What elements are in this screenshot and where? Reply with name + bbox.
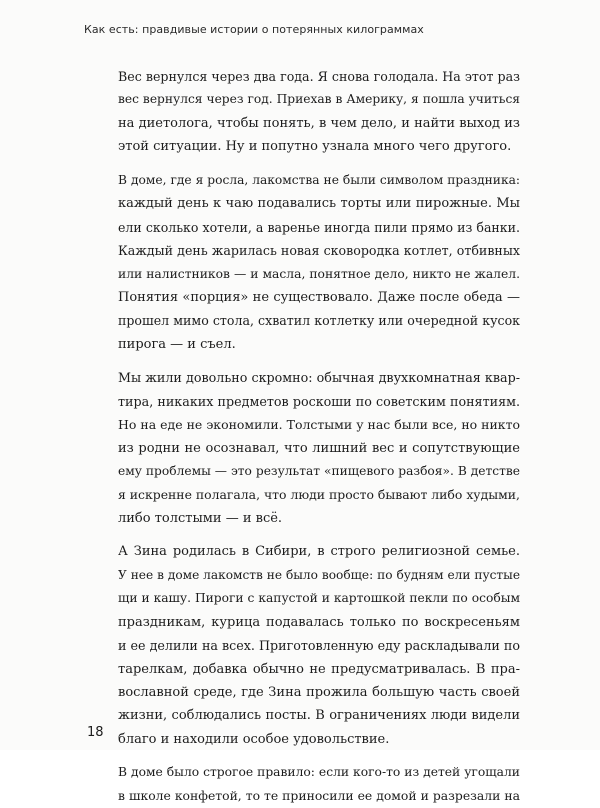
paragraph [118,366,520,530]
running-head: Как есть: правдивые истории о потерянных килограммах [84,23,424,36]
text-line: У нее в доме лакомств не было вообще: по будням ели пустые [118,567,520,582]
text-line: вес вернулся через год. Приехав в Америку, я пошла учиться [118,92,520,107]
text-line: этой ситуации. Ну и попутно узнала много чего другого. [118,139,512,155]
page-number: 18 [87,725,104,740]
text-line: благо и находили особое удовольствие. [118,731,390,747]
text-line: тарелкам, добавка обычно не предусматривалась. В пра- [118,661,520,677]
text-line: вославной среде, где Зина прожила большую часть своей [118,684,520,700]
text-line: на диетолога, чтобы понять, в чем дело, и найти выход из [118,115,520,131]
text-line: В доме было строгое правило: если кого-то из детей угощали [118,765,520,780]
text-line: Вес вернулся через два года. Я снова голодала. На этот раз [118,69,520,84]
text-line: Понятия «порция» не существовало. Даже после обеда — [118,289,520,305]
text-line: А Зина родилась в Сибири, в строго религиозной семье. [118,544,520,560]
text-line: Но на еде не экономили. Толстыми у нас были все, но никто [118,417,520,433]
paragraph [118,65,520,159]
text-line: ему проблемы — это результат «пищевого разбоя». В детстве [118,464,520,478]
paragraph [118,761,520,808]
text-line: В доме, где я росла, лакомства не были символом праздника: [118,172,520,187]
text-line: жизни, соблюдались посты. В ограничениях люди видели [118,708,520,724]
paragraph [118,169,520,357]
text-line: тира, никаких предметов роскоши по советским понятиям. [118,393,520,409]
text-line: из родни не осознавал, что лишний вес и сопутствующие [118,440,520,456]
text-line: щи и кашу. Пироги с капустой и картошкой пекли по особым [118,591,520,606]
text-line: праздникам, курица подавалась только по воскресеньям [118,614,520,630]
text-line: каждый день к чаю подавались торты или пирожные. Мы [118,196,520,212]
text-line: Каждый день жарилась новая сковородка котлет, отбивных [118,243,520,259]
text-line: прошел мимо стола, схватил котлетку или очередной кусок [118,313,520,329]
text-line: в школе конфетой, то те приносили ее домой и разрезали на [118,788,520,803]
text-line: Мы жили довольно скромно: обычная двухкомнатная квар- [118,370,520,386]
paragraph [118,540,520,751]
text-line: либо толстыми — и всё. [118,510,283,526]
text-line: пирога — и съел. [118,336,236,352]
body-text [118,65,520,808]
text-line: и ее делили на всех. Приготовленную еду раскладывали по [118,638,520,654]
text-line: ели сколько хотели, а варенье иногда пили прямо из банки. [118,219,520,235]
text-line: или налистников — и масла, понятное дело, никто не жалел. [118,266,520,281]
text-line: я искренне полагала, что люди просто бывают либо худыми, [118,487,520,503]
